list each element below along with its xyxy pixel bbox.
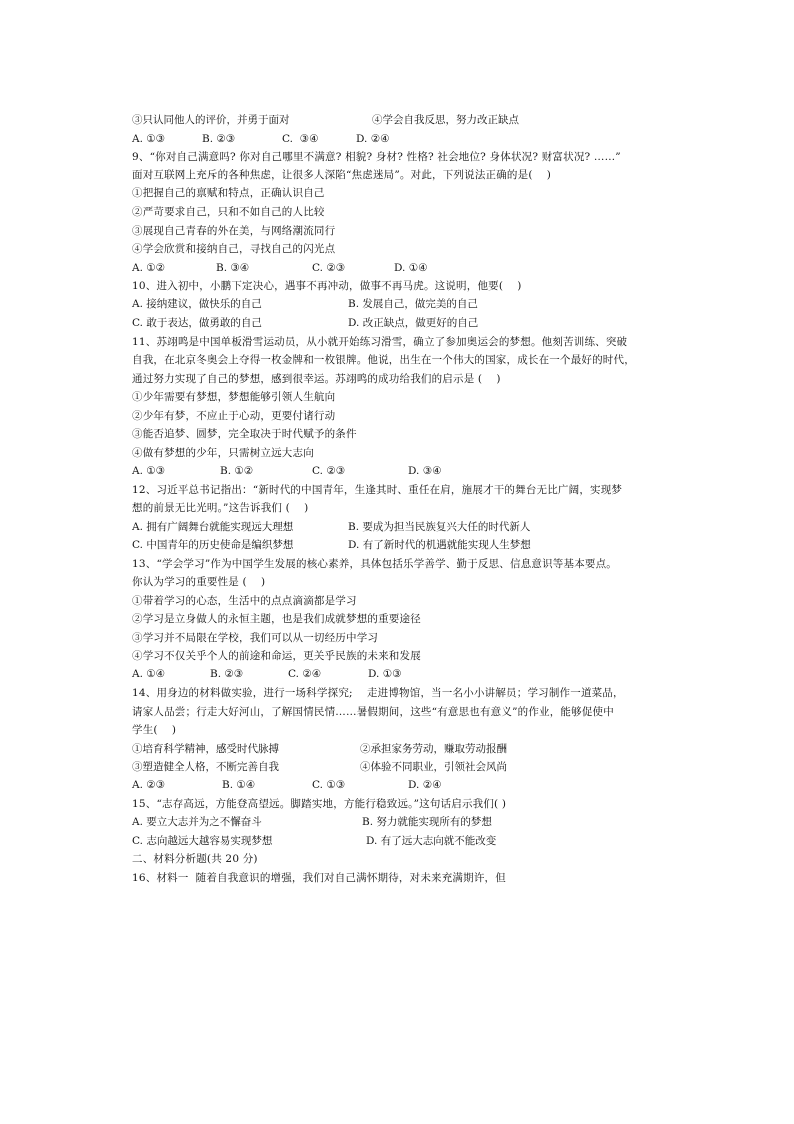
intro-item-4: ④学会自我反思，努力改正缺点 [372, 114, 519, 126]
q14-option-b: B. ①④ [222, 779, 256, 791]
q11-option-d: D. ③④ [408, 465, 442, 477]
q10-options-row1 [132, 297, 672, 311]
q11-item-4: ④做有梦想的少年，只需树立远大志向 [132, 447, 314, 459]
q9-stem-line1: 9、“你对自己满意吗? 你对自己哪里不满意? 相貌? 身材? 性格? 社会地位? 身体状况? 财富状况? ……” [132, 151, 621, 163]
q11-option-b: B. ①② [220, 465, 254, 477]
q15-stem: 15、“志存高远，方能登高望远。脚踏实地，方能行稳致远。”这句话启示我们( ) [132, 798, 507, 810]
q15-option-a: A. 要立大志并为之不懈奋斗 [132, 816, 262, 828]
q14-option-a: A. ②③ [132, 779, 166, 791]
q11-item-3: ③能否追梦、圆梦，完全取决于时代赋予的条件 [132, 428, 357, 440]
intro-option-c: C. ③④ [282, 133, 319, 145]
q14-item-4: ④体验不同职业，引领社会风尚 [360, 761, 507, 773]
q9-option-d: D. ①④ [394, 262, 428, 274]
q16-stem-line1: 16、材料一 随着自我意识的增强，我们对自己满怀期待，对未来充满期许，但 [132, 872, 506, 884]
intro-item-3: ③只认同他人的评价，并勇于面对 [132, 114, 290, 126]
q13-option-c: C. ②④ [288, 668, 322, 680]
q12-option-b: B. 要成为担当民族复兴大任的时代新人 [348, 521, 531, 533]
q11-option-c: C. ②③ [312, 465, 346, 477]
q14-option-d: D. ②④ [408, 779, 442, 791]
q13-stem-line2: 你认为学习的重要性是 ( ) [132, 576, 266, 588]
q15-option-b: B. 努力就能实现所有的梦想 [362, 816, 492, 828]
q13-option-b: B. ②③ [210, 668, 244, 680]
q13-option-d: D. ①③ [368, 668, 402, 680]
q9-options-row [132, 261, 672, 275]
q10-option-b: B. 发展自己，做完美的自己 [348, 298, 478, 310]
q9-item-3: ③展现自己青春的外在美，与网络潮流同行 [132, 225, 336, 237]
q11-stem-line3: 通过努力实现了自己的梦想，感到很幸运。苏翊鸣的成功给我们的启示是 ( ) [132, 373, 501, 385]
q12-stem-line2: 想的前景无比光明。”这告诉我们 ( ) [132, 502, 309, 514]
q14-options-row [132, 778, 672, 792]
q10-options-row2 [132, 316, 672, 330]
section2-heading: 二、材料分析题(共 20 分) [132, 853, 258, 865]
q12-option-a: A. 拥有广阔舞台就能实现远大理想 [132, 521, 294, 533]
q15-options-row1 [132, 815, 672, 829]
q12-options-row1 [132, 520, 672, 534]
q9-option-a: A. ①② [132, 262, 166, 274]
q14-item-3: ③塑造健全人格，不断完善自我 [132, 761, 279, 773]
q11-options-row [132, 464, 672, 478]
q15-option-c: C. 志向越远大越容易实现梦想 [132, 835, 273, 847]
q12-option-d: D. 有了新时代的机遇就能实现人生梦想 [348, 539, 531, 551]
q13-option-a: A. ①④ [132, 668, 166, 680]
q13-item-2: ②学习是立身做人的永恒主题，也是我们成就梦想的重要途径 [132, 613, 421, 625]
q10-option-c: C. 敢于表达，做勇敢的自己 [132, 317, 262, 329]
q9-stem-line2: 面对互联网上充斥的各种焦虑，让很多人深陷“焦虑迷局”。对此，下列说法正确的是( ) [132, 169, 552, 181]
q10-option-d: D. 改正缺点，做更好的自己 [348, 317, 479, 329]
q11-stem-line1: 11、苏翊鸣是中国单板滑雪运动员，从小就开始练习滑雪，确立了参加奥运会的梦想。他刻苦训练、突破 [132, 336, 628, 348]
q14-stem-line3: 学生( ) [132, 724, 177, 736]
q14-item-2: ②承担家务劳动，赚取劳动报酬 [360, 743, 507, 755]
q9-item-1: ①把握自己的禀赋和特点，正确认识自己 [132, 187, 325, 199]
q11-option-a: A. ①③ [132, 465, 166, 477]
q12-options-row2 [132, 538, 672, 552]
q14-option-c: C. ①③ [312, 779, 346, 791]
intro-options-row [132, 132, 672, 146]
q10-stem: 10、进入初中，小鹏下定决心，遇事不再冲动，做事不再马虎。这说明，他要( ) [132, 280, 522, 292]
q15-options-row2 [132, 834, 672, 848]
q9-item-4: ④学会欣赏和接纳自己，寻找自己的闪光点 [132, 243, 336, 255]
intro-option-b: B. ②③ [202, 133, 236, 145]
q11-stem-line2: 自我，在北京冬奥会上夺得一枚金牌和一枚银牌。他说，出生在一个伟大的国家，成长在一个最好的时代， [132, 354, 635, 366]
q9-item-2: ②严苛要求自己，只和不如自己的人比较 [132, 206, 325, 218]
q13-item-1: ①带着学习的心态，生活中的点点滴滴都是学习 [132, 595, 357, 607]
q14-stem-line1: 14、用身边的材料做实验，进行一场科学探究; 走进博物馆，当一名小小讲解员；学习制作一道菜品， [132, 687, 624, 699]
q11-item-1: ①少年需要有梦想，梦想能够引领人生航向 [132, 391, 336, 403]
q14-item-1: ①培育科学精神，感受时代脉搏 [132, 743, 279, 755]
q10-option-a: A. 接纳建议，做快乐的自己 [132, 298, 262, 310]
q14-items-row1 [132, 742, 672, 756]
intro-option-a: A. ①③ [132, 133, 166, 145]
q12-stem-line1: 12、习近平总书记指出：“新时代的中国青年，生逢其时、重任在肩，施展才干的舞台无比广阔，实现梦 [132, 484, 623, 496]
q13-stem-line1: 13、“学会学习”作为中国学生发展的核心素养，具体包括乐学善学、勤于反思、信息意识等基本要点。 [132, 558, 617, 570]
q12-option-c: C. 中国青年的历史使命是编织梦想 [132, 539, 294, 551]
intro-items-row [132, 113, 672, 127]
q13-item-3: ③学习并不局限在学校，我们可以从一切经历中学习 [132, 632, 379, 644]
q13-item-4: ④学习不仅关乎个人的前途和命运，更关乎民族的未来和发展 [132, 650, 421, 662]
q11-item-2: ②少年有梦，不应止于心动，更要付诸行动 [132, 410, 336, 422]
q14-stem-line2: 请家人品尝；行走大好河山，了解国情民情……暑假期间，这些“有意思也有意义”的作业，能够促使中 [132, 706, 614, 718]
q9-option-b: B. ③④ [216, 262, 250, 274]
q13-options-row [132, 667, 672, 681]
intro-option-d: D. ②④ [356, 133, 390, 145]
q15-option-d: D. 有了远大志向就不能改变 [366, 835, 497, 847]
q9-option-c: C. ②③ [312, 262, 346, 274]
q14-items-row2 [132, 760, 672, 774]
